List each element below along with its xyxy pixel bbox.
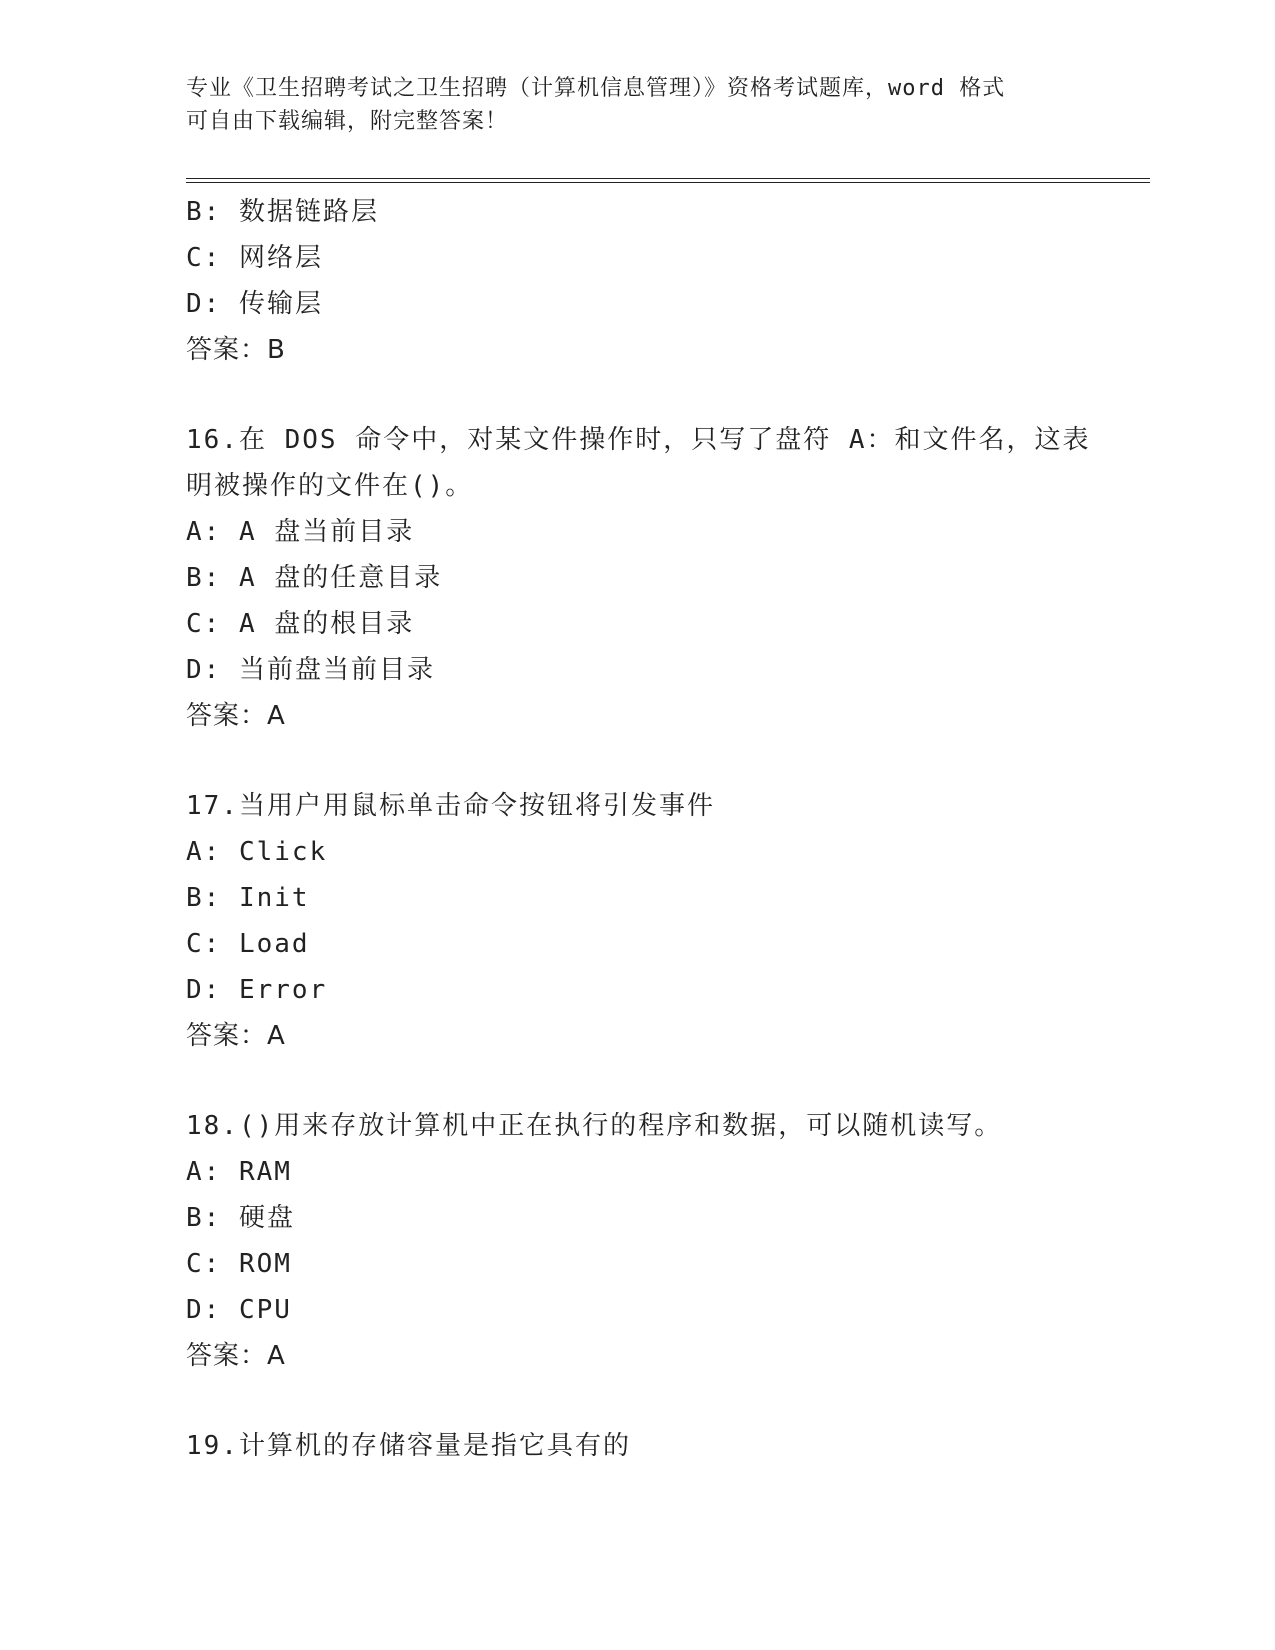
question-17 — [186, 783, 1146, 1059]
option-c: C: A 盘的根目录 — [186, 609, 415, 639]
answer: 答案：B — [186, 335, 286, 365]
option-c: C: 网络层 — [186, 243, 323, 273]
question-stem-continued: 明被操作的文件在()。 — [186, 471, 474, 501]
option-b: B: 硬盘 — [186, 1203, 295, 1233]
question-18 — [186, 1103, 1146, 1379]
question-stem: 17.当用户用鼠标单击命令按钮将引发事件 — [186, 791, 715, 821]
option-d: D: CPU — [186, 1295, 292, 1325]
answer: 答案：A — [186, 1021, 286, 1051]
question-list — [186, 189, 1146, 1469]
question-stem: 18.()用来存放计算机中正在执行的程序和数据，可以随机读写。 — [186, 1111, 1003, 1141]
option-b: B: 数据链路层 — [186, 197, 379, 227]
option-b: B: Init — [186, 883, 310, 913]
option-b: B: A 盘的任意目录 — [186, 563, 443, 593]
question-stem: 16.在 DOS 命令中，对某文件操作时，只写了盘符 A：和文件名，这表 — [186, 425, 1091, 455]
answer: 答案：A — [186, 701, 286, 731]
header-line-1: 专业《卫生招聘考试之卫生招聘（计算机信息管理）》资格考试题库，word 格式 — [186, 76, 1006, 101]
document-header — [186, 72, 1086, 138]
option-d: D: Error — [186, 975, 328, 1005]
option-c: C: ROM — [186, 1249, 292, 1279]
answer: 答案：A — [186, 1341, 286, 1371]
question-16 — [186, 417, 1146, 739]
option-c: C: Load — [186, 929, 310, 959]
header-divider-bottom — [186, 182, 1150, 183]
option-a: A: Click — [186, 837, 328, 867]
header-line-2: 可自由下载编辑，附完整答案！ — [186, 109, 509, 134]
option-d: D: 当前盘当前目录 — [186, 655, 435, 685]
option-a: A: A 盘当前目录 — [186, 517, 415, 547]
partial-question — [186, 189, 1146, 373]
header-divider-top — [186, 178, 1150, 179]
option-d: D: 传输层 — [186, 289, 323, 319]
option-a: A: RAM — [186, 1157, 292, 1187]
question-19 — [186, 1423, 1146, 1469]
question-stem: 19.计算机的存储容量是指它具有的 — [186, 1431, 631, 1461]
